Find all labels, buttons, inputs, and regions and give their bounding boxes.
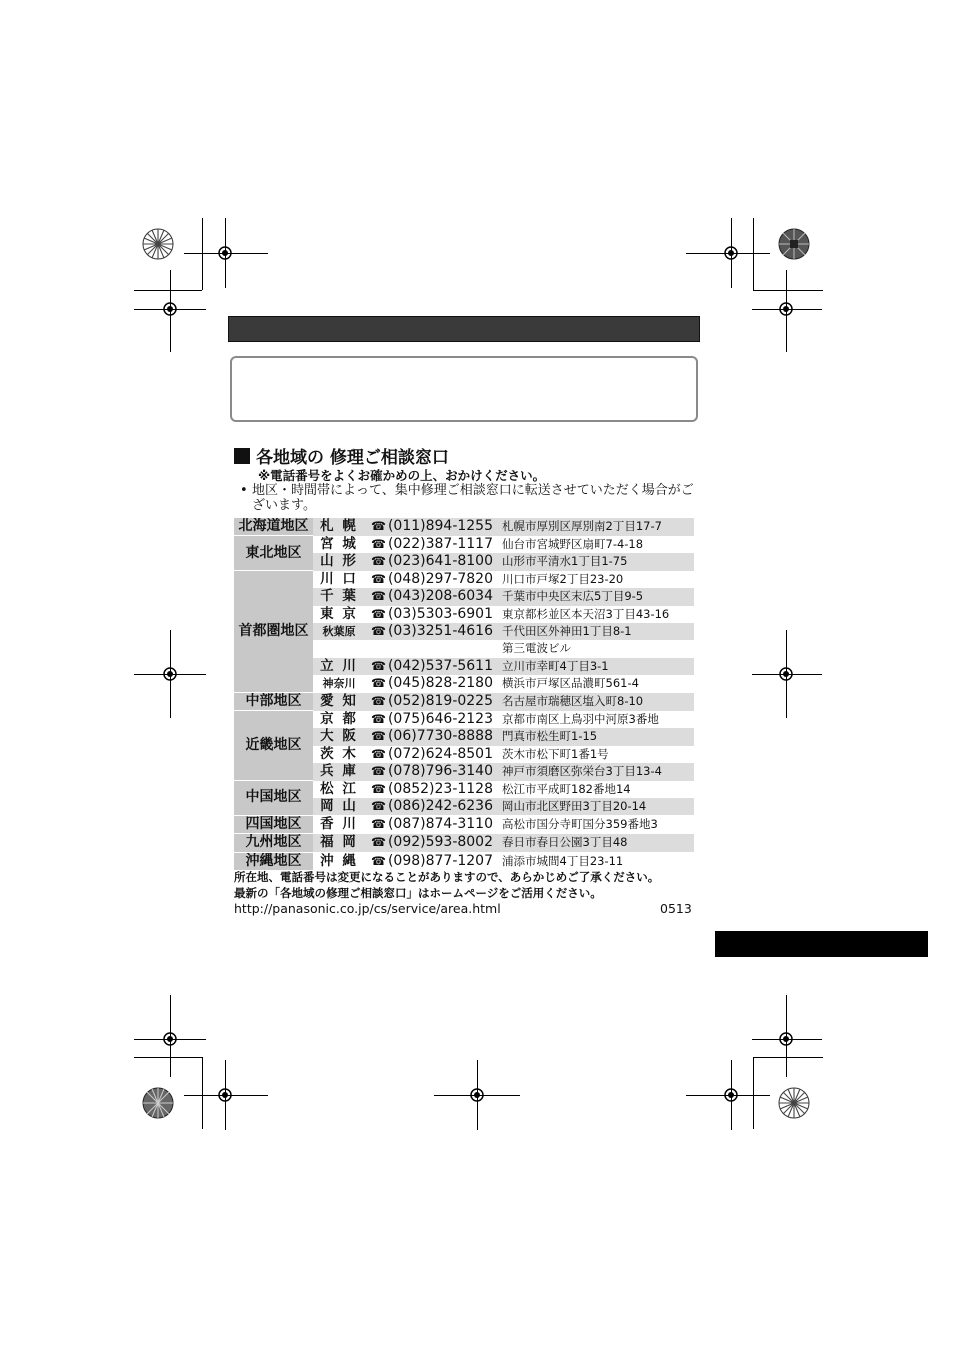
telephone-icon: ☎ — [371, 589, 386, 604]
address-cell: 仙台市宮城野区扇町7-4-18 — [502, 536, 644, 551]
section-heading — [234, 443, 449, 468]
telephone-icon: ☎ — [371, 623, 386, 638]
phone-cell — [365, 658, 498, 675]
phone-number: (048)297-7820 — [387, 570, 494, 587]
phone-number: (042)537-5611 — [387, 657, 494, 674]
phone-cell — [365, 553, 498, 570]
phone-number: (072)624-8501 — [387, 745, 494, 762]
city-cell — [313, 640, 365, 657]
phone-number: (086)242-6236 — [387, 798, 494, 814]
address-cell: 千葉市中央区末広5丁目9-5 — [498, 588, 694, 605]
address-cell: 立川市幸町4丁目3-1 — [498, 658, 694, 675]
phone-cell — [365, 588, 498, 605]
transfer-note-text: 地区・時間帯によって、集中修理ご相談窓口に転送させていただく場合がございます。 — [252, 483, 694, 513]
address-cell: 千代田区外神田1丁目8-1 — [498, 623, 694, 640]
address-cell: 岡山市北区野田3丁目20-14 — [498, 798, 694, 815]
phone-cell — [365, 728, 498, 745]
transfer-note — [240, 483, 696, 513]
telephone-icon: ☎ — [371, 781, 386, 796]
city-cell: 山 形 — [313, 553, 365, 570]
telephone-icon: ☎ — [371, 571, 386, 586]
table-row — [234, 711, 694, 728]
phone-cell — [365, 571, 498, 588]
telephone-icon: ☎ — [371, 764, 386, 779]
city-cell: 岡 山 — [313, 798, 365, 815]
address-cell: 高松市国分寺町国分359番地3 — [502, 816, 658, 831]
phone-number: (078)796-3140 — [387, 763, 494, 780]
phone-cell — [365, 693, 498, 711]
telephone-icon: ☎ — [371, 729, 386, 744]
table-row — [234, 518, 694, 536]
table-row — [234, 781, 694, 798]
phone-cell — [365, 711, 498, 728]
city-cell: 兵 庫 — [313, 763, 365, 780]
address-cell: 京都市南区上鳥羽中河原3番地 — [502, 711, 659, 726]
table-row — [234, 815, 694, 833]
section-title: 各地域の 修理ご相談窓口 — [256, 448, 449, 468]
phone-number: (06)7730-8888 — [387, 728, 494, 745]
registration-target-icon — [469, 1087, 485, 1103]
phone-cell — [365, 518, 498, 536]
registration-target-icon — [162, 666, 178, 682]
city-cell: 宮 城 — [320, 535, 358, 552]
address-cell: 川口市戸塚2丁目23-20 — [502, 571, 624, 586]
phone-cell — [365, 763, 498, 780]
phone-number: (03)5303-6901 — [387, 605, 494, 622]
registration-target-icon — [778, 1031, 794, 1047]
address-cell: 第三電波ビル — [502, 641, 571, 656]
registration-target-icon — [217, 245, 233, 261]
registration-target-icon — [778, 301, 794, 317]
phone-cell — [365, 675, 498, 692]
repair-contact-table — [234, 518, 694, 871]
phone-number: (043)208-6034 — [387, 588, 494, 605]
registration-target-icon — [162, 301, 178, 317]
address-cell: 春日市春日公園3丁目48 — [498, 834, 694, 852]
phone-number: (011)894-1255 — [387, 518, 494, 535]
telephone-icon: ☎ — [371, 658, 386, 673]
address-cell: 札幌市厚別区厚別南2丁目17-7 — [498, 518, 694, 536]
telephone-icon: ☎ — [371, 799, 386, 813]
starburst-mark-icon — [142, 1087, 174, 1119]
phone-cell — [365, 606, 498, 623]
city-cell: 東 京 — [320, 605, 358, 622]
title-bar — [228, 316, 700, 342]
registration-target-icon — [162, 1031, 178, 1047]
city-cell: 神奈川 — [322, 677, 356, 691]
starburst-mark-icon — [142, 228, 174, 260]
phone-cell — [365, 815, 498, 833]
telephone-icon: ☎ — [371, 676, 386, 691]
city-cell: 香 川 — [320, 815, 358, 832]
region-cell: 中部地区 — [234, 693, 313, 711]
footer-notice-line1: 所在地、電話番号は変更になることがありますので、あらかじめご了承ください。 — [234, 870, 660, 884]
city-cell: 千 葉 — [313, 588, 365, 605]
square-bullet-icon — [234, 448, 250, 464]
city-cell: 川 口 — [320, 570, 358, 587]
table-row — [234, 571, 694, 588]
phone-cell — [365, 781, 498, 798]
telephone-icon: ☎ — [371, 816, 386, 831]
notice-box — [230, 356, 698, 422]
telephone-icon: ☎ — [371, 554, 386, 569]
telephone-icon: ☎ — [371, 746, 386, 761]
city-cell: 京 都 — [320, 710, 358, 727]
registration-target-icon — [723, 245, 739, 261]
city-cell: 札 幌 — [313, 518, 365, 536]
city-cell: 愛 知 — [313, 693, 365, 711]
telephone-icon: ☎ — [371, 694, 386, 709]
address-cell: 松江市平成町182番地14 — [502, 781, 631, 796]
region-cell: 首都圏地区 — [234, 571, 313, 693]
phone-number: (098)877-1207 — [387, 852, 494, 869]
table-row — [234, 536, 694, 553]
phone-number: (023)641-8100 — [387, 553, 494, 570]
phone-number: (0852)23-1128 — [387, 780, 494, 797]
starburst-mark-icon — [778, 228, 810, 260]
address-cell: 浦添市城間4丁目23-11 — [502, 853, 624, 868]
registration-target-icon — [778, 666, 794, 682]
phone-cell — [365, 640, 498, 657]
phone-cell — [365, 834, 498, 852]
address-cell: 山形市平清水1丁目1-75 — [498, 553, 694, 570]
region-cell: 中国地区 — [234, 781, 313, 816]
telephone-icon: ☎ — [371, 519, 386, 534]
city-cell: 沖 縄 — [320, 852, 358, 869]
region-cell: 北海道地区 — [234, 518, 313, 536]
phone-cell — [365, 746, 498, 763]
city-cell: 茨 木 — [320, 745, 358, 762]
region-cell: 近畿地区 — [234, 711, 313, 781]
service-area-link[interactable]: http://panasonic.co.jp/cs/service/area.html — [234, 901, 501, 916]
bullet: • — [240, 483, 248, 498]
table-row — [234, 834, 694, 852]
city-cell: 福 岡 — [313, 834, 365, 852]
address-cell: 東京都杉並区本天沼3丁目43-16 — [502, 606, 670, 621]
table-row — [234, 852, 694, 870]
telephone-icon: ☎ — [371, 853, 386, 868]
address-cell: 門真市松生町1-15 — [498, 728, 694, 745]
phone-number: (045)828-2180 — [387, 675, 494, 692]
phone-number: (087)874-3110 — [387, 815, 494, 832]
phone-number: (022)387-1117 — [387, 535, 494, 552]
city-cell: 大 阪 — [313, 728, 365, 745]
region-cell: 四国地区 — [234, 815, 313, 833]
phone-number: (052)819-0225 — [387, 693, 494, 710]
phone-cell — [365, 852, 498, 870]
telephone-icon: ☎ — [371, 606, 386, 621]
address-cell: 神戸市須磨区弥栄台3丁目13-4 — [498, 763, 694, 780]
registration-target-icon — [217, 1087, 233, 1103]
phone-cell — [365, 798, 498, 815]
address-cell: 横浜市戸塚区品濃町561-4 — [502, 676, 639, 691]
address-cell: 名古屋市瑞穂区塩入町8-10 — [498, 693, 694, 711]
starburst-mark-icon — [778, 1087, 810, 1119]
city-cell: 松 江 — [320, 780, 358, 797]
telephone-icon: ☎ — [371, 536, 386, 551]
registration-target-icon — [723, 1087, 739, 1103]
region-cell: 沖縄地区 — [234, 852, 313, 870]
region-cell: 東北地区 — [234, 536, 313, 571]
telephone-icon: ☎ — [371, 835, 386, 850]
phone-number: (092)593-8002 — [387, 834, 494, 851]
city-cell: 秋葉原 — [313, 623, 365, 640]
address-cell: 茨木市松下町1番1号 — [502, 746, 609, 761]
caution-text: ※電話番号をよくお確かめの上、おかけください。 — [258, 468, 546, 483]
phone-number: (03)3251-4616 — [387, 622, 494, 639]
side-index-tab — [715, 931, 928, 957]
document-code: 0513 — [660, 901, 692, 916]
city-cell: 立 川 — [313, 658, 365, 675]
footer-notice-line2: 最新の「各地域の修理ご相談窓口」はホームページをご活用ください。 — [234, 886, 602, 900]
phone-cell — [365, 536, 498, 553]
telephone-icon: ☎ — [371, 711, 386, 726]
region-cell: 九州地区 — [234, 834, 313, 852]
phone-cell — [365, 623, 498, 640]
phone-number: (075)646-2123 — [387, 710, 494, 727]
table-row — [234, 693, 694, 711]
